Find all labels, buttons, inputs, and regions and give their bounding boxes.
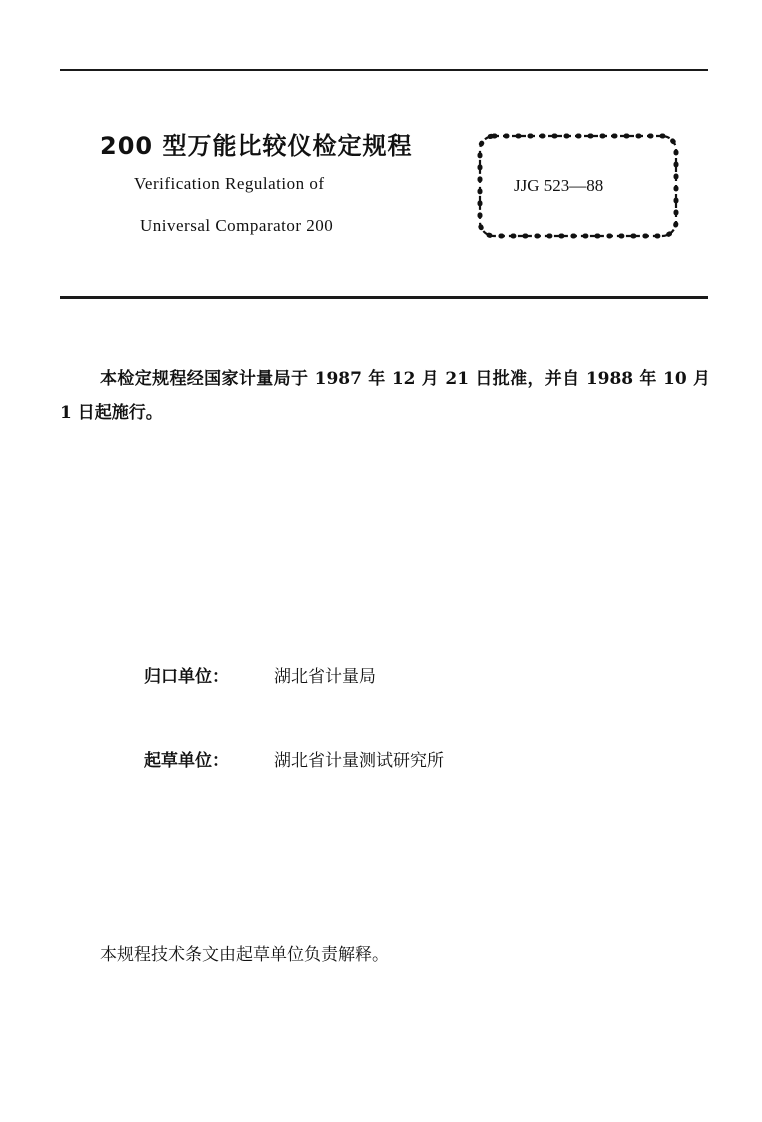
interpretation-note: 本规程技术条文由起草单位负责解释。 [100, 945, 389, 965]
document-title-english-line2: Universal Comparator 200 [140, 216, 334, 235]
document-title-chinese: 200 型万能比较仪检定规程 [100, 132, 413, 160]
drafting-unit-label: 起草单位： [144, 751, 229, 771]
responsible-unit-row [144, 662, 376, 687]
top-rule [60, 69, 708, 71]
standard-code: JJG 523—88 [514, 176, 604, 195]
document-title-english-line1: Verification Regulation of [134, 174, 325, 193]
drafting-unit-row [144, 746, 444, 771]
bottom-rule [60, 296, 708, 299]
drafting-unit-value: 湖北省计量测试研究所 [274, 751, 444, 771]
responsible-unit-label: 归口单位： [144, 667, 229, 687]
approval-statement: 本检定规程经国家计量局于 1987 年 12 月 21 日批准，并自 1988 年 10 月 1 日起施行。 [60, 369, 710, 423]
standard-code-box [476, 130, 680, 242]
responsible-unit-value: 湖北省计量局 [274, 667, 376, 687]
